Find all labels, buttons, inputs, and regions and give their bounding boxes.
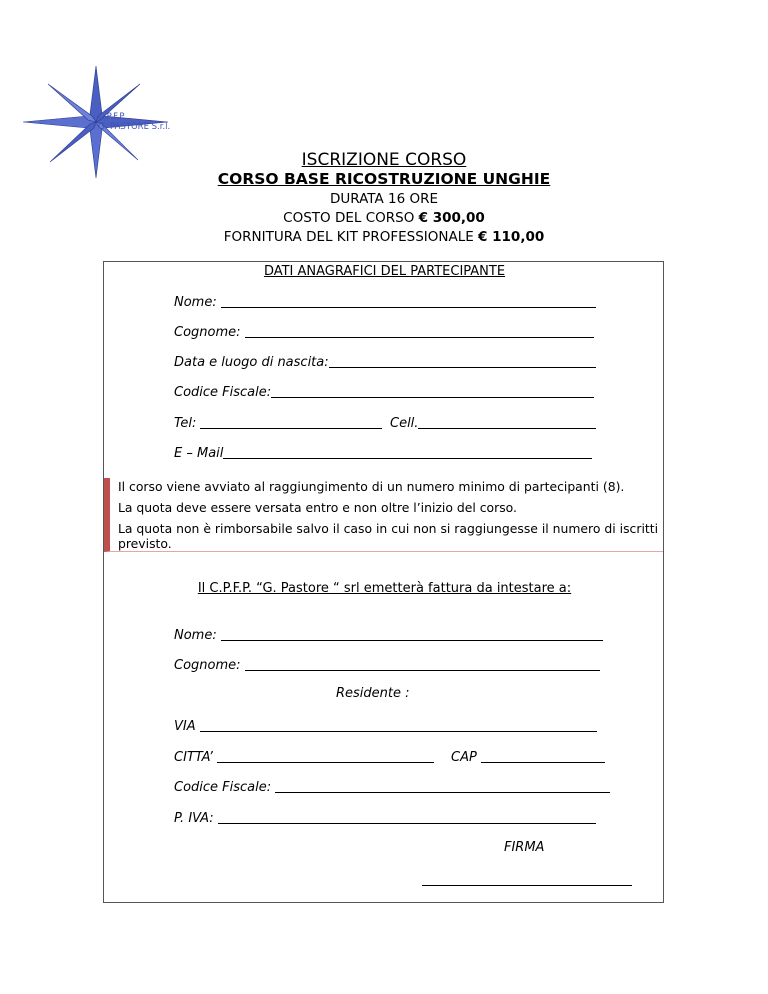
logo-text: [98, 112, 170, 132]
cost-label: COSTO DEL CORSO: [283, 210, 419, 226]
course-notice: [104, 478, 663, 552]
participant-cell-field[interactable]: [390, 414, 596, 431]
form-title: ISCRIZIONE CORSO: [301, 150, 467, 170]
invoice-citta-label: CITTA’: [174, 750, 218, 765]
participant-nome-label: Nome:: [174, 295, 221, 310]
logo-line-2: G. PASTORE S.r.l.: [98, 122, 171, 132]
invoice-cf-label: Codice Fiscale:: [174, 780, 276, 795]
invoice-cap-label: CAP: [451, 750, 481, 765]
invoice-cap-field[interactable]: [451, 748, 605, 765]
participant-cognome-field[interactable]: [174, 323, 594, 340]
participant-section-title: DATI ANAGRAFICI DEL PARTECIPANTE: [263, 264, 506, 279]
invoice-piva-field[interactable]: [174, 809, 596, 826]
invoice-section-title: Il C.P.F.P. “G. Pastore “ srl emetterà fattura da intestare a:: [197, 581, 572, 596]
invoice-citta-field[interactable]: [174, 748, 434, 765]
participant-tel-field[interactable]: [174, 414, 382, 431]
participant-birth-label: Data e luogo di nascita:: [174, 355, 329, 370]
participant-cognome-label: Cognome:: [174, 325, 245, 340]
invoice-nome-field[interactable]: [174, 626, 603, 643]
invoice-codice-fiscale-field[interactable]: [174, 778, 610, 795]
registration-form: [103, 261, 664, 903]
logo-line-1: C.P.F.P.: [98, 112, 126, 122]
course-cost: [0, 210, 768, 226]
notice-line-2: La quota deve essere versata entro e non oltre l’inizio del corso.: [118, 500, 517, 515]
participant-birth-field[interactable]: [174, 353, 596, 370]
invoice-residente-label: Residente :: [336, 686, 410, 701]
kit-label: FORNITURA DEL KIT PROFESSIONALE: [223, 229, 479, 245]
participant-tel-label: Tel:: [174, 416, 201, 431]
invoice-nome-label: Nome:: [174, 628, 221, 643]
participant-cell-label: Cell.: [390, 416, 419, 431]
invoice-cognome-field[interactable]: [174, 656, 600, 673]
course-name: CORSO BASE RICOSTRUZIONE UNGHIE: [217, 170, 551, 188]
participant-nome-field[interactable]: [174, 293, 596, 310]
course-duration: DURATA 16 ORE: [329, 191, 439, 207]
cost-value: € 300,00: [418, 210, 485, 226]
signature-line[interactable]: [422, 871, 632, 886]
participant-cf-label: Codice Fiscale:: [174, 385, 272, 400]
invoice-cognome-label: Cognome:: [174, 658, 245, 673]
participant-email-label: E – Mail: [174, 446, 224, 461]
kit-cost: [0, 229, 768, 245]
invoice-via-label: VIA: [174, 719, 200, 734]
signature-label: FIRMA: [504, 840, 545, 855]
participant-email-field[interactable]: [174, 444, 592, 461]
notice-line-3b: previsto.: [118, 536, 172, 551]
participant-codice-fiscale-field[interactable]: [174, 383, 594, 400]
invoice-via-field[interactable]: [174, 717, 597, 734]
notice-line-3a: La quota non è rimborsabile salvo il caso in cui non si raggiungesse il numero di iscritti: [118, 521, 659, 536]
notice-line-1: Il corso viene avviato al raggiungimento di un numero minimo di partecipanti (8).: [118, 479, 625, 494]
invoice-piva-label: P. IVA:: [174, 811, 218, 826]
kit-value: € 110,00: [478, 229, 545, 245]
